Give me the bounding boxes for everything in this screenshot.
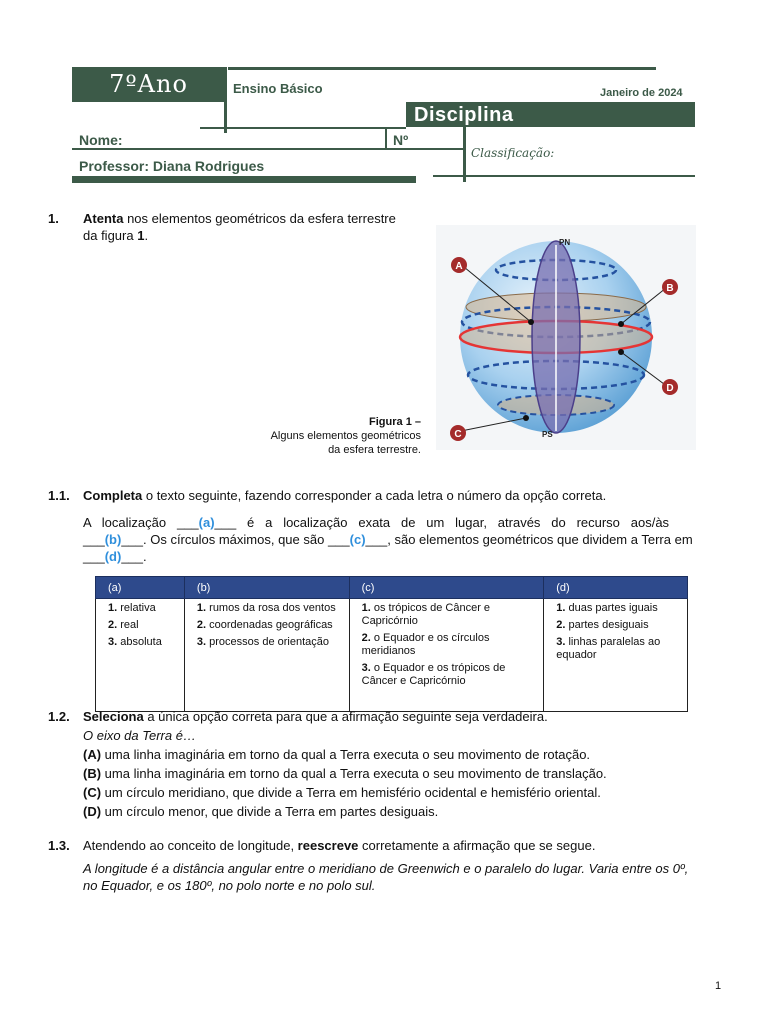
option-item[interactable] [197,602,337,615]
option-number: 1. [361,602,371,614]
question-text: nos elementos geométricos da esfera terrestre [123,211,396,226]
option-item[interactable] [108,636,172,649]
paragraph-text: ___. Os círculos máximos, que são ___ [121,532,350,547]
name-field-line[interactable] [72,148,392,150]
option-text: real [120,619,139,631]
question-1-2-instruction [83,708,723,725]
question-text: corretamente a afirmação que se segue. [358,838,596,853]
marker-c-label: C [454,429,462,440]
blank-a[interactable]: (a) [198,515,215,530]
marker-b-label: B [666,283,674,294]
page-number: 1 [715,980,722,992]
caption-title: Figura 1 – [369,416,421,428]
blank-d[interactable]: (d) [104,549,122,564]
statement-line: no Equador, e os 180º, no polo norte e no polo sul. [83,878,376,893]
option-text: um círculo meridiano, que divide a Terra em hemisfério ocidental e hemisfério oriental. [104,785,601,800]
option-item[interactable] [197,619,337,632]
option-text: uma linha imaginária em torno da qual a Terra executa o seu movimento de translação. [104,766,607,781]
option-letter: (D) [83,804,102,819]
fill-in-paragraph [83,514,723,565]
option-number: 1. [108,602,118,614]
question-number: 1. [48,211,59,226]
school-level: Ensino Básico [233,81,323,96]
option-number: 3. [108,636,118,648]
name-label: Nome: [79,132,123,148]
option-text: rumos da rosa dos ventos [209,602,336,614]
header-divider [224,67,227,133]
leader-dot [618,321,624,327]
grade-badge: 7ºAno [72,67,225,102]
option-text: linhas paralelas ao equador [556,636,661,661]
paragraph-text: ___, são elementos geométricos que dividem a Terra em [365,532,693,547]
question-number: 1.2. [48,709,70,724]
option-number: 3. [556,636,566,648]
figure-ref: 1 [137,228,145,243]
grade-field-line[interactable] [433,175,695,177]
paragraph-text: ___. [121,549,147,564]
option-text: um círculo menor, que divide a Terra em partes desiguais. [104,804,439,819]
paragraph-text: A localização ___ [83,515,199,530]
teacher-name: Professor: Diana Rodrigues [79,158,265,174]
option-text: processos de orientação [209,636,330,648]
question-number: 1.3. [48,838,70,853]
option-text: duas partes iguais [568,602,658,614]
grade-label: Classificação: [471,146,555,160]
leader-dot [528,319,534,325]
number-field-line[interactable] [385,148,465,150]
option-text: o Equador e os trópicos de Câncer e Capricórnio [361,662,506,687]
marker-a-label: A [455,261,463,272]
instruction-verb: reescreve [297,838,359,853]
question-1-text [83,210,423,244]
table-header-a: (a) [96,577,185,599]
earth-sphere-figure [436,225,696,450]
question-stem: O eixo da Terra é… [83,728,196,743]
subject-banner: Disciplina [406,102,695,127]
option-number: 1. [196,602,207,614]
option-item[interactable] [362,632,532,658]
question-text: a única opção correta para que a afirmação seguinte seja verdadeira. [143,709,548,724]
paragraph-text: ___ é a localização exata de um lugar, através do recurso aos/às [214,515,670,530]
option-text: os trópicos de Câncer e Capricórnio [361,602,491,627]
table-header-d: (d) [544,577,688,599]
answer-option-c[interactable] [83,783,733,802]
option-item[interactable] [197,636,337,649]
option-item[interactable] [362,602,532,628]
option-letter: (C) [83,785,102,800]
instruction-verb: Completa [83,488,143,503]
table-cell-d [544,599,688,712]
option-item[interactable] [362,662,532,688]
statement-to-rewrite [83,860,733,894]
number-label: Nº [393,132,409,148]
answer-option-b[interactable] [83,764,733,783]
table-row [96,599,688,712]
option-item[interactable] [108,619,172,632]
option-letter: (A) [83,747,102,762]
figure-caption [221,415,421,457]
marker-d-label: D [666,383,674,394]
leader-dot [523,415,529,421]
table-cell-c [349,599,544,712]
north-pole-label: PN [559,238,571,247]
header-divider [463,127,466,182]
option-text: partes desiguais [568,619,649,631]
options-table [95,576,688,712]
caption-text: Alguns elementos geométricos [270,430,421,442]
option-text: coordenadas geográficas [209,619,333,631]
option-number: 1. [556,602,566,614]
answer-options [83,745,733,821]
option-item[interactable] [556,619,675,632]
caption-text: da esfera terrestre. [328,444,421,456]
header-top-rule [228,67,656,70]
leader-dot [618,349,624,355]
option-number: 3. [196,636,207,648]
table-header-c: (c) [349,577,544,599]
punctuation: . [144,228,149,243]
option-item[interactable] [556,602,675,615]
option-number: 3. [361,662,371,674]
header-divider [200,127,406,129]
table-header-b: (b) [184,577,349,599]
statement-line: A longitude é a distância angular entre o meridiano de Greenwich e o paralelo do lugar. Varia entre os 0º, [83,861,689,876]
option-number: 2. [108,619,118,631]
question-text: da figura [83,228,138,243]
option-number: 2. [361,632,371,644]
option-text: absoluta [120,636,162,648]
option-item[interactable] [556,636,675,662]
table-cell-a [96,599,185,712]
option-number: 2. [556,619,566,631]
paragraph-text: ___ [83,549,105,564]
table-cell-b [184,599,349,712]
question-number: 1.1. [48,488,70,503]
paragraph-text: ___ [83,532,105,547]
option-text: o Equador e os círculos meridianos [361,632,490,657]
instruction-verb: Seleciona [83,709,144,724]
question-text: o texto seguinte, fazendo corresponder a cada letra o número da opção correta. [142,488,607,503]
header-bottom-bar [72,176,416,183]
exam-date: Janeiro de 2024 [600,87,683,99]
answer-option-d[interactable] [83,802,733,821]
south-pole-label: PS [542,430,553,439]
option-text: relativa [120,602,156,614]
option-text: uma linha imaginária em torno da qual a Terra executa o seu movimento de rotação. [104,747,591,762]
header-divider [385,129,387,149]
option-number: 2. [196,619,207,631]
blank-c[interactable]: (c) [349,532,366,547]
question-1-3-instruction [83,837,723,854]
instruction-verb: Atenta [83,211,124,226]
table-header-row [96,577,688,599]
option-letter: (B) [83,766,102,781]
option-item[interactable] [108,602,172,615]
question-1-1-instruction [83,487,723,504]
answer-option-a[interactable] [83,745,733,764]
blank-b[interactable]: (b) [104,532,122,547]
question-text: Atendendo ao conceito de longitude, [83,838,298,853]
